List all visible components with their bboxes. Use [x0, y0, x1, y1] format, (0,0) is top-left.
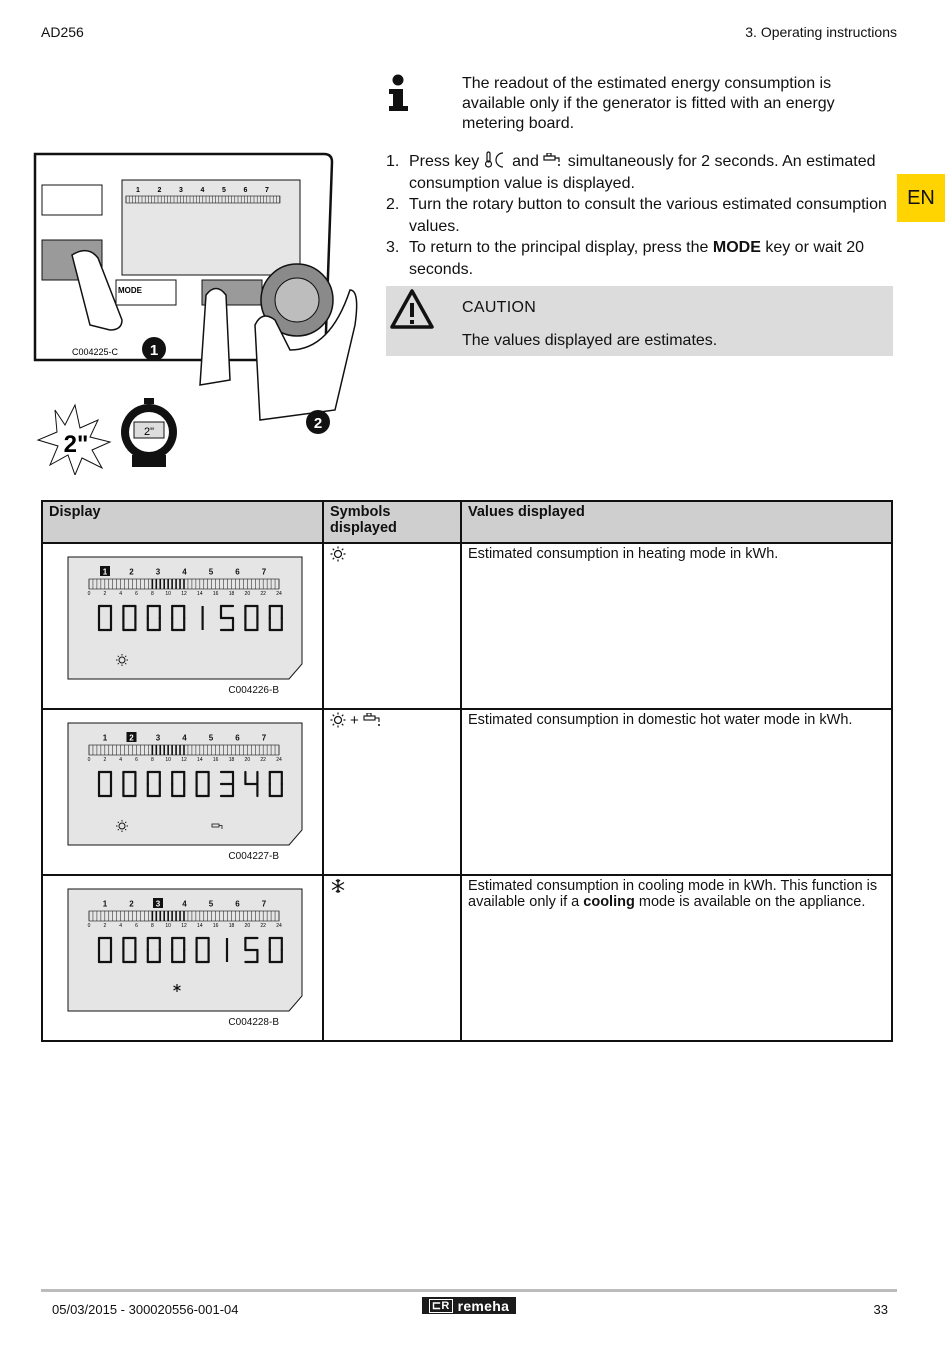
step-2 — [386, 194, 896, 237]
lcd-day-label: 3 — [155, 733, 161, 743]
step-number: 3. — [386, 239, 400, 256]
mode-key-label: MODE — [712, 239, 761, 256]
panel-day-label: 1 — [136, 187, 140, 194]
caution-box — [386, 286, 893, 356]
value-cell — [461, 709, 892, 875]
lcd-hour-label: 2 — [103, 923, 107, 929]
lcd-hour-label: 4 — [119, 757, 123, 763]
lcd-hour-label: 24 — [276, 757, 282, 763]
step-number: 1. — [386, 153, 400, 170]
step-text: simultaneously for 2 seconds. An estimated consumption value is displayed. — [409, 153, 876, 192]
lcd-day-label: 2 — [129, 899, 134, 909]
snowflake-icon — [330, 878, 346, 894]
lcd-hour-label: 22 — [260, 757, 266, 763]
panel-day-label: 6 — [243, 187, 248, 194]
lcd-display — [67, 722, 303, 862]
tap-key-icon — [543, 153, 563, 167]
lcd-hour-label: 8 — [150, 591, 154, 597]
lcd-hour-label: 14 — [197, 923, 203, 929]
display-cell — [42, 875, 323, 1041]
table-row — [42, 543, 892, 709]
lcd-hour-label: 10 — [165, 757, 171, 763]
language-tab-label: EN — [907, 186, 935, 209]
lcd-hour-label: 20 — [244, 923, 251, 929]
value-text: Estimated consumption in cooling mode in kWh. This function is available only if a — [468, 878, 878, 910]
lcd-hour-label: 4 — [119, 923, 123, 929]
value-cell — [461, 543, 892, 709]
lcd-hour-label: 20 — [244, 591, 251, 597]
lcd-day-label: 2 — [129, 567, 134, 577]
lcd-hour-label: 22 — [260, 923, 266, 929]
sun-icon — [330, 546, 346, 562]
lcd-hour-label: 22 — [260, 591, 266, 597]
footer-divider — [41, 1289, 897, 1292]
symbols-cell — [323, 875, 461, 1041]
logo-mark-icon: ⊏R — [429, 1299, 453, 1313]
lcd-hour-label: 18 — [228, 923, 235, 929]
consumption-table — [41, 500, 893, 1042]
language-tab — [897, 174, 945, 222]
value-text: Estimated consumption in heating mode in kWh. — [468, 546, 779, 562]
lcd-day-label: 2 — [129, 733, 134, 743]
panel-day-label: 4 — [200, 187, 205, 194]
step-text: key or wait 20 seconds. — [409, 239, 865, 278]
lcd-day-label: 4 — [182, 567, 187, 577]
control-panel-illustration — [30, 150, 375, 475]
lcd-hour-label: 0 — [87, 923, 91, 929]
step-text: To return to the principal display, press the — [409, 239, 709, 256]
lcd-hour-label: 14 — [197, 757, 203, 763]
step-number: 2. — [386, 196, 400, 213]
lcd-day-label: 3 — [155, 899, 161, 909]
panel-mode-label: MODE — [118, 286, 142, 295]
lcd-hour-label: 8 — [150, 923, 154, 929]
value-cell — [461, 875, 892, 1041]
lcd-day-label: 4 — [182, 733, 187, 743]
lcd-hour-label: 10 — [165, 591, 171, 597]
remeha-logo — [422, 1297, 516, 1314]
lcd-hour-label: 12 — [181, 923, 187, 929]
stopwatch-icon — [121, 398, 177, 467]
table-header-row — [42, 501, 892, 543]
document-code: AD256 — [41, 24, 84, 40]
panel-day-label: 2 — [157, 187, 162, 194]
symbols-cell — [323, 543, 461, 709]
caution-text: The values displayed are estimates. — [462, 332, 718, 349]
value-bold: cooling — [583, 894, 635, 910]
lcd-hour-label: 14 — [197, 591, 203, 597]
display-code: C004228-B — [228, 1017, 279, 1028]
panel-day-label: 3 — [179, 187, 183, 194]
lcd-day-label: 1 — [102, 567, 108, 577]
step-text: Turn the rotary button to consult the various estimated consumption values. — [409, 196, 887, 235]
lcd-hour-label: 12 — [181, 757, 187, 763]
tap-icon — [363, 713, 383, 727]
value-text-post: mode is available on the appliance. — [638, 894, 866, 910]
symbols-cell — [323, 709, 461, 875]
lcd-hour-label: 6 — [135, 757, 138, 763]
lcd-day-label: 6 — [235, 567, 240, 577]
lcd-hour-label: 4 — [119, 591, 123, 597]
lcd-display — [67, 556, 303, 696]
table-row — [42, 709, 892, 875]
caution-title: CAUTION — [462, 299, 537, 316]
lcd-hour-label: 20 — [244, 757, 251, 763]
lcd-day-label: 3 — [155, 567, 161, 577]
lcd-day-label: 4 — [182, 899, 187, 909]
lcd-hour-label: 10 — [165, 923, 171, 929]
callout-1-label: 1 — [149, 342, 159, 359]
lcd-day-label: 1 — [102, 899, 108, 909]
lcd-day-label: 7 — [261, 733, 267, 743]
display-cell — [42, 543, 323, 709]
step-3 — [386, 237, 896, 280]
page-number: 33 — [873, 1302, 888, 1317]
lcd-hour-label: 16 — [212, 757, 219, 763]
lcd-hour-label: 24 — [276, 591, 282, 597]
display-cell — [42, 709, 323, 875]
lcd-hour-label: 18 — [228, 757, 235, 763]
illustration-code: C004225-C — [72, 347, 119, 357]
lcd-day-label: 6 — [235, 899, 240, 909]
lcd-hour-label: 6 — [135, 923, 138, 929]
header-display: Display — [42, 501, 323, 543]
display-code: C004227-B — [228, 851, 279, 862]
lcd-hour-label: 6 — [135, 591, 138, 597]
lcd-display — [67, 888, 303, 1028]
lcd-day-label: 5 — [208, 899, 214, 909]
lcd-screen — [67, 722, 303, 846]
lcd-hour-label: 18 — [228, 591, 235, 597]
panel-day-label: 5 — [222, 187, 226, 194]
lcd-day-label: 6 — [235, 733, 240, 743]
callout-2-label: 2 — [313, 415, 323, 432]
lcd-hour-label: 0 — [87, 591, 91, 597]
value-text: Estimated consumption in domestic hot water mode in kWh. — [468, 712, 853, 728]
section-title: 3. Operating instructions — [745, 24, 897, 40]
step-text: Press key — [409, 153, 480, 170]
lcd-screen — [67, 556, 303, 680]
lcd-day-label: 7 — [261, 899, 267, 909]
lcd-hour-label: 0 — [87, 757, 91, 763]
logo-text: remeha — [457, 1297, 510, 1314]
step-1 — [386, 151, 896, 194]
display-code: C004226-B — [228, 685, 279, 696]
warning-icon — [389, 288, 435, 330]
lcd-hour-label: 24 — [276, 923, 282, 929]
step-text: and — [512, 153, 539, 170]
thermometer-moon-key-icon — [484, 151, 508, 169]
info-icon — [386, 74, 410, 114]
header-symbols: Symbols displayed — [323, 501, 461, 543]
lcd-hour-label: 2 — [103, 591, 107, 597]
footer-date-ref: 05/03/2015 - 300020556-001-04 — [52, 1302, 239, 1317]
lcd-hour-label: 2 — [103, 757, 107, 763]
lcd-day-label: 5 — [208, 733, 214, 743]
lcd-day-label: 5 — [208, 567, 214, 577]
lcd-day-label: 7 — [261, 567, 267, 577]
stopwatch-display: 2" — [143, 426, 155, 438]
table-row — [42, 875, 892, 1041]
info-note: The readout of the estimated energy consumption is available only if the generator is fitted with an energy metering board. — [462, 75, 835, 132]
lcd-hour-label: 16 — [212, 591, 219, 597]
header-values: Values displayed — [461, 501, 892, 543]
lcd-hour-label: 8 — [150, 757, 154, 763]
lcd-screen — [67, 888, 303, 1012]
lcd-hour-label: 12 — [181, 591, 187, 597]
plus-sign: + — [350, 712, 359, 729]
timer-label: 2" — [63, 431, 89, 458]
lcd-hour-label: 16 — [212, 923, 219, 929]
panel-day-label: 7 — [265, 187, 269, 194]
sun-icon — [330, 712, 346, 728]
lcd-day-label: 1 — [102, 733, 108, 743]
instruction-steps — [386, 151, 896, 280]
